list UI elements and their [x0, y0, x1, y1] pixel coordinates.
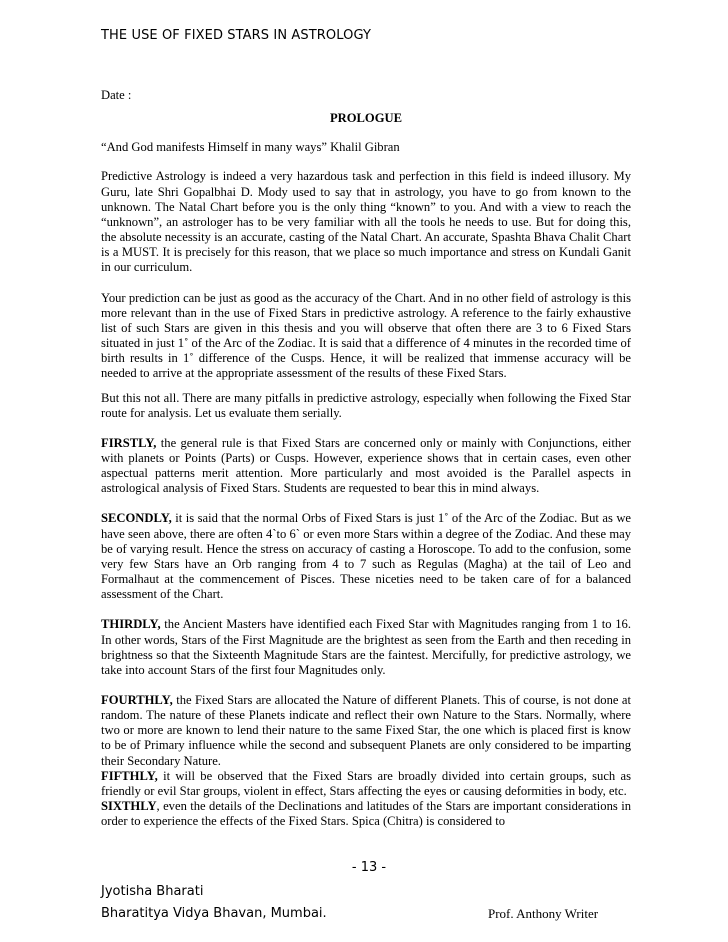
paragraph-firstly: [101, 436, 631, 497]
paragraph-lead: FIRSTLY,: [101, 435, 157, 450]
paragraph-text: Predictive Astrology is indeed a very hazardous task and perfection in this field is indeed illusory. My Guru, late Shri Gopalbhai D. Mody used to say that in astrology, you have to go from known to the unknown. The Natal Chart before you is the only thing “known” to you. And with a view to reach the “unknown”, an astrologer has to be very familiar with all the tools he needs to use. But for doing this, the absolute necessity is an accurate, casting of the Natal Chart. An accurate, Spashta Bhava Chalit Chart is a MUST. It is precisely for this reason, that we place so much importance and stress on Kundali Ganit in our curriculum.: [101, 169, 631, 275]
paragraph-text: , even the details of the Declinations and latitudes of the Stars are important considerations in order to experience the effects of the Fixed Stars. Spica (Chitra) is considered to: [101, 799, 631, 829]
paragraph-lead: SIXTHLY: [101, 799, 157, 814]
prologue-heading: PROLOGUE: [329, 111, 403, 126]
paragraph-text: the Fixed Stars are allocated the Nature of different Planets. This of course, is not done at random. The nature of these Planets indicate and reflect their own Nature to the Stars. Normally, where two or more are known to lend their nature to the same Fixed Star, the one which is placed first is know to be of Primary influence while the second and subsequent Planets are only considered to be imparting their Secondary Nature.: [101, 693, 631, 768]
footer-institute: Bharatitya Vidya Bhavan, Mumbai.: [101, 906, 327, 921]
paragraph-sixthly: [101, 799, 631, 829]
paragraph-text: But this not all. There are many pitfalls in predictive astrology, especially when following the Fixed Star route for analysis. Let us evaluate them serially.: [101, 390, 631, 420]
footer-publication: Jyotisha Bharati: [101, 884, 204, 899]
paragraph-pitfalls: [101, 391, 631, 421]
paragraph-text: it will be observed that the Fixed Stars are broadly divided into certain groups, such as friendly or evil Star groups, violent in effect, Stars affecting the eyes or causing deformities in body, etc.: [101, 768, 631, 798]
paragraph-lead: FOURTHLY,: [101, 693, 173, 707]
footer-author: Prof. Anthony Writer: [488, 906, 599, 921]
paragraph-secondly: [101, 511, 631, 602]
paragraph-text: Your prediction can be just as good as the accuracy of the Chart. And in no other field of astrology is this more relevant than in the use of Fixed Stars in predictive astrology. A reference to the fairly exhaustive list of such Stars are given in this thesis and you will observe that often there are 3 to 6 Fixed Stars situated in just 1˚ of the Arc of the Zodiac. It is said that a difference of 4 minutes in the recorded time of birth results in 1˚ difference of the Cusps. Hence, it will be realized that immense accuracy will be needed to arrive at the appropriate assessment of the results of these Fixed Stars.: [101, 290, 631, 381]
paragraph-lead: SECONDLY,: [101, 511, 172, 526]
running-header: THE USE OF FIXED STARS IN ASTROLOGY: [101, 28, 372, 43]
paragraph-lead: FIFTHLY,: [101, 768, 158, 783]
paragraph-lead: THIRDLY,: [101, 617, 161, 632]
paragraph-text: it is said that the normal Orbs of Fixed Stars is just 1˚ of the Arc of the Zodiac. But as we have seen above, there are often 4`to 6` or even more Stars within a degree of the Zodiac. And these may be of varying result. Hence the stress on accuracy of casting a Horoscope. To add to the confusion, some very few Stars have an Orb ranging from 4 to 7 such as Regulas (Magha) at the tail of Leo and Formalhaut at the commencement of Pisces. These niceties need to be taken care of for a balanced assessment of the Chart.: [101, 511, 631, 602]
date-label: Date :: [101, 88, 132, 102]
paragraph-fourthly: [101, 693, 631, 769]
paragraph-accuracy: [101, 291, 631, 382]
paragraph-text: the general rule is that Fixed Stars are concerned only or mainly with Conjunctions, either with planets or Points (Parts) or Cusps. However, experience shows that in certain cases, even other aspectual patterns merit attention. More particularly and most avoided is the Parallel aspects in astrological analysis of Fixed Stars. Students are requested to bear this in mind always.: [101, 435, 631, 496]
footer-left: [101, 881, 327, 925]
paragraph-fifthly: [101, 769, 631, 799]
document-body: [101, 88, 631, 829]
epigraph-quote: “And God manifests Himself in many ways” Khalil Gibran: [101, 140, 400, 155]
page-number: - 13 -: [351, 860, 387, 875]
paragraph-intro: [101, 169, 631, 275]
paragraph-text: the Ancient Masters have identified each Fixed Star with Magnitudes ranging from 1 to 16. In other words, Stars of the First Magnitude are the brightest as seen from the Earth and then receding in brightness so that the Sixteenth Magnitude Stars are the faintest. Mercifully, for predictive astrology, we take into account Stars of the first four Magnitudes only.: [101, 617, 631, 677]
paragraph-thirdly: [101, 617, 631, 678]
